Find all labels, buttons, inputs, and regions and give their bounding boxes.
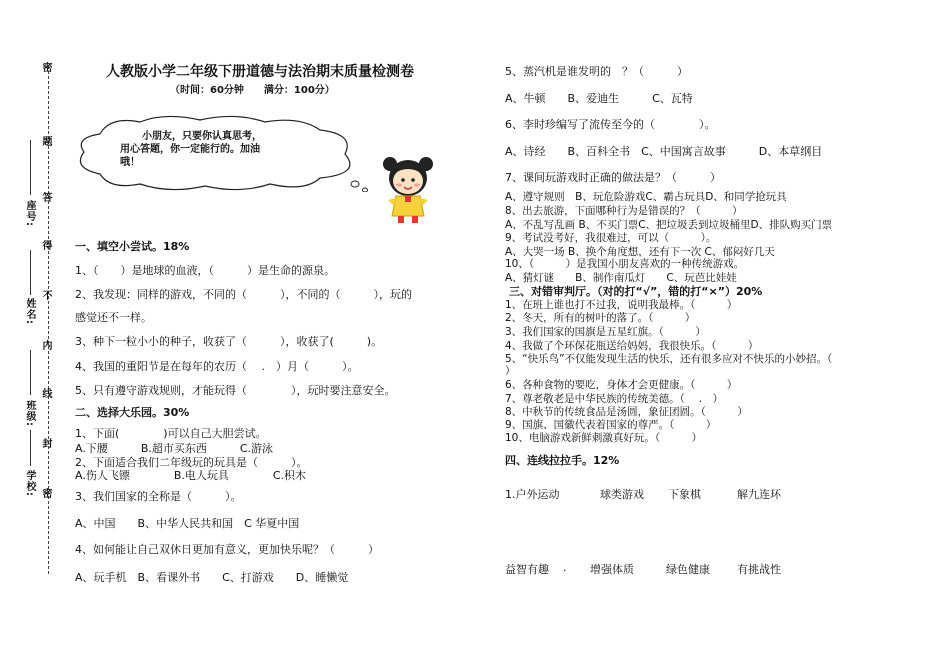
choice-question-3: 3、我们国家的全称是（ ）。 [75, 490, 242, 503]
choice-question-4: 4、如何能让自己双休日更加有意义，更加快乐呢？（ ） [75, 543, 379, 556]
choice-question-9-options: A、大哭一场 B、换个角度想，还有下一次 C、郁闷好几天 [505, 246, 775, 258]
fill-question-1: 1、（ ）是地球的血液，（ ）是生命的源泉。 [75, 264, 335, 277]
binding-mark-da: 答 [40, 192, 51, 203]
binding-mark-xian: 线 [40, 388, 51, 399]
class-line [30, 350, 31, 395]
name-label: 姓名: [24, 298, 35, 325]
judge-item-3: 3、我们国家的国旗是五星红旗。（ ） [505, 326, 706, 338]
seat-label: 座号: [24, 200, 35, 227]
binding-mark-feng: 封 [40, 438, 51, 449]
cartoon-girl-icon [378, 150, 438, 225]
choice-question-4-options: A、玩手机 B、看课外书 C、打游戏 D、睡懒觉 [75, 571, 349, 584]
fill-question-4: 4、我国的重阳节是在每年的农历（ . ）月（ ）。 [75, 360, 359, 373]
match-bottom-3[interactable]: 绿色健康 [666, 563, 710, 576]
choice-question-8-options: A、不乱写乱画 B、不买门票C、把垃圾丢到垃圾桶里D、排队购买门票 [505, 219, 833, 231]
exam-title: 人教版小学二年级下册道德与法治期末质量检测卷 [106, 64, 414, 80]
school-label: 学校: [24, 470, 35, 497]
binding-mark-de: 得 [40, 240, 51, 251]
choice-question-10: 10、（ ）是我国小朋友喜欢的一种传统游戏。 [505, 258, 745, 270]
choice-question-10-options: A、猜灯谜 B、制作南瓜灯 C、玩芭比娃娃 [505, 272, 737, 284]
binding-mark-nei: 内 [40, 340, 51, 351]
fill-question-3: 3、种下一粒小小的种子，收获了（ ），收获了( )。 [75, 335, 383, 348]
choice-question-7: 7、课间玩游戏时正确的做法是？（ ） [505, 171, 721, 184]
choice-question-5: 5、蒸汽机是谁发明的 ？（ ） [505, 65, 688, 78]
match-top-2[interactable]: 球类游戏 [600, 488, 644, 501]
school-line [30, 430, 31, 466]
name-line [30, 250, 31, 295]
choice-question-6-options: A、诗经 B、百科全书 C、中国寓言故事 D、本草纲目 [505, 145, 823, 158]
choice-question-9: 9、考试没考好，我很难过，可以（ ）。 [505, 232, 717, 244]
judge-item-2: 2、冬天，所有的树叶的落了。（ ） [505, 312, 696, 324]
choice-question-3-options: A、中国 B、中华人民共和国 C 华夏中国 [75, 517, 300, 530]
judge-item-10: 10、电脑游戏新鲜刺激真好玩。（ ） [505, 432, 703, 444]
match-bottom-dot: . [563, 561, 567, 574]
binding-mark-mi2: 密 [40, 488, 51, 499]
choice-question-5-options: A、牛顿 B、爱迪生 C、瓦特 [505, 92, 693, 105]
judge-item-8: 8、中秋节的传统食品是汤圆，象征团圆。（ ） [505, 406, 748, 418]
match-top-1[interactable]: 1.户外运动 [505, 488, 560, 501]
seat-line [30, 140, 31, 195]
fill-question-2-cont: 感觉还不一样。 [75, 311, 152, 324]
judge-item-7: 7、尊老敬老是中华民族的传统美德。（ . ） [505, 393, 724, 405]
section-3-heading: 三、对错审判厅。（对的打“√”，错的打“×”）20% [509, 285, 763, 298]
judge-item-1: 1、在班上谁也打不过我，说明我最棒。（ ） [505, 299, 738, 311]
match-top-3[interactable]: 下象棋 [668, 488, 701, 501]
class-label: 班级: [24, 400, 35, 427]
choice-question-7-options: A、遵守规则 B、玩危险游戏C、霸占玩具D、和同学抢玩具 [505, 191, 787, 203]
fill-question-5: 5、只有遵守游戏规则，才能玩得（ ），玩时要注意安全。 [75, 384, 396, 397]
match-bottom-1[interactable]: 益智有趣 [505, 563, 549, 576]
section-1-heading: 一、填空小尝试。18% [75, 240, 190, 253]
bubble-line-3: 哦！ [120, 157, 140, 168]
binding-mark-bu: 不 [40, 290, 51, 301]
match-bottom-4[interactable]: 有挑战性 [737, 563, 781, 576]
choice-question-1-options: A.下腰 B.超市买东西 C.游泳 [75, 442, 274, 455]
choice-question-6: 6、李时珍编写了流传至今的（ ）。 [505, 118, 716, 131]
binding-mark-mi: 密 [40, 62, 51, 73]
judge-item-5-cont: ） [505, 365, 516, 377]
choice-question-2: 2、下面适合我们二年级玩的玩具是（ ）。 [75, 456, 308, 469]
fill-question-2: 2、我发现：同样的游戏，不同的（ ），不同的（ ），玩的 [75, 288, 412, 301]
choice-question-8: 8、出去旅游，下面哪种行为是错误的？（ ） [505, 205, 743, 217]
binding-mark-ti: 题 [40, 136, 51, 147]
choice-question-2-options: A.伤人飞镖 B.电人玩具 C.积木 [75, 469, 307, 482]
match-bottom-2[interactable]: 增强体质 [590, 563, 634, 576]
judge-item-5: 5、“快乐鸟”不仅能发现生活的快乐，还有很多应对不快乐的小妙招。（ [505, 353, 833, 365]
section-2-heading: 二、选择大乐园。30% [75, 406, 190, 419]
choice-question-1: 1、下面( )可以自己大胆尝试。 [75, 427, 267, 440]
section-4-heading: 四、连线拉拉手。12% [505, 454, 620, 467]
judge-item-6: 6、各种食物的要吃，身体才会更健康。（ ） [505, 379, 738, 391]
judge-item-9: 9、国旗、国徽代表着国家的尊严。（ ） [505, 419, 717, 431]
bubble-line-2: 用心答题，你一定能行的。加油 [120, 144, 260, 155]
bubble-line-1: 小朋友，只要你认真思考， [142, 131, 262, 142]
exam-subtitle: （时间：60分钟 满分：100分） [170, 85, 335, 96]
match-top-4[interactable]: 解九连环 [737, 488, 781, 501]
judge-item-4: 4、我做了个环保花瓶送给妈妈，我很快乐。（ ） [505, 340, 759, 352]
